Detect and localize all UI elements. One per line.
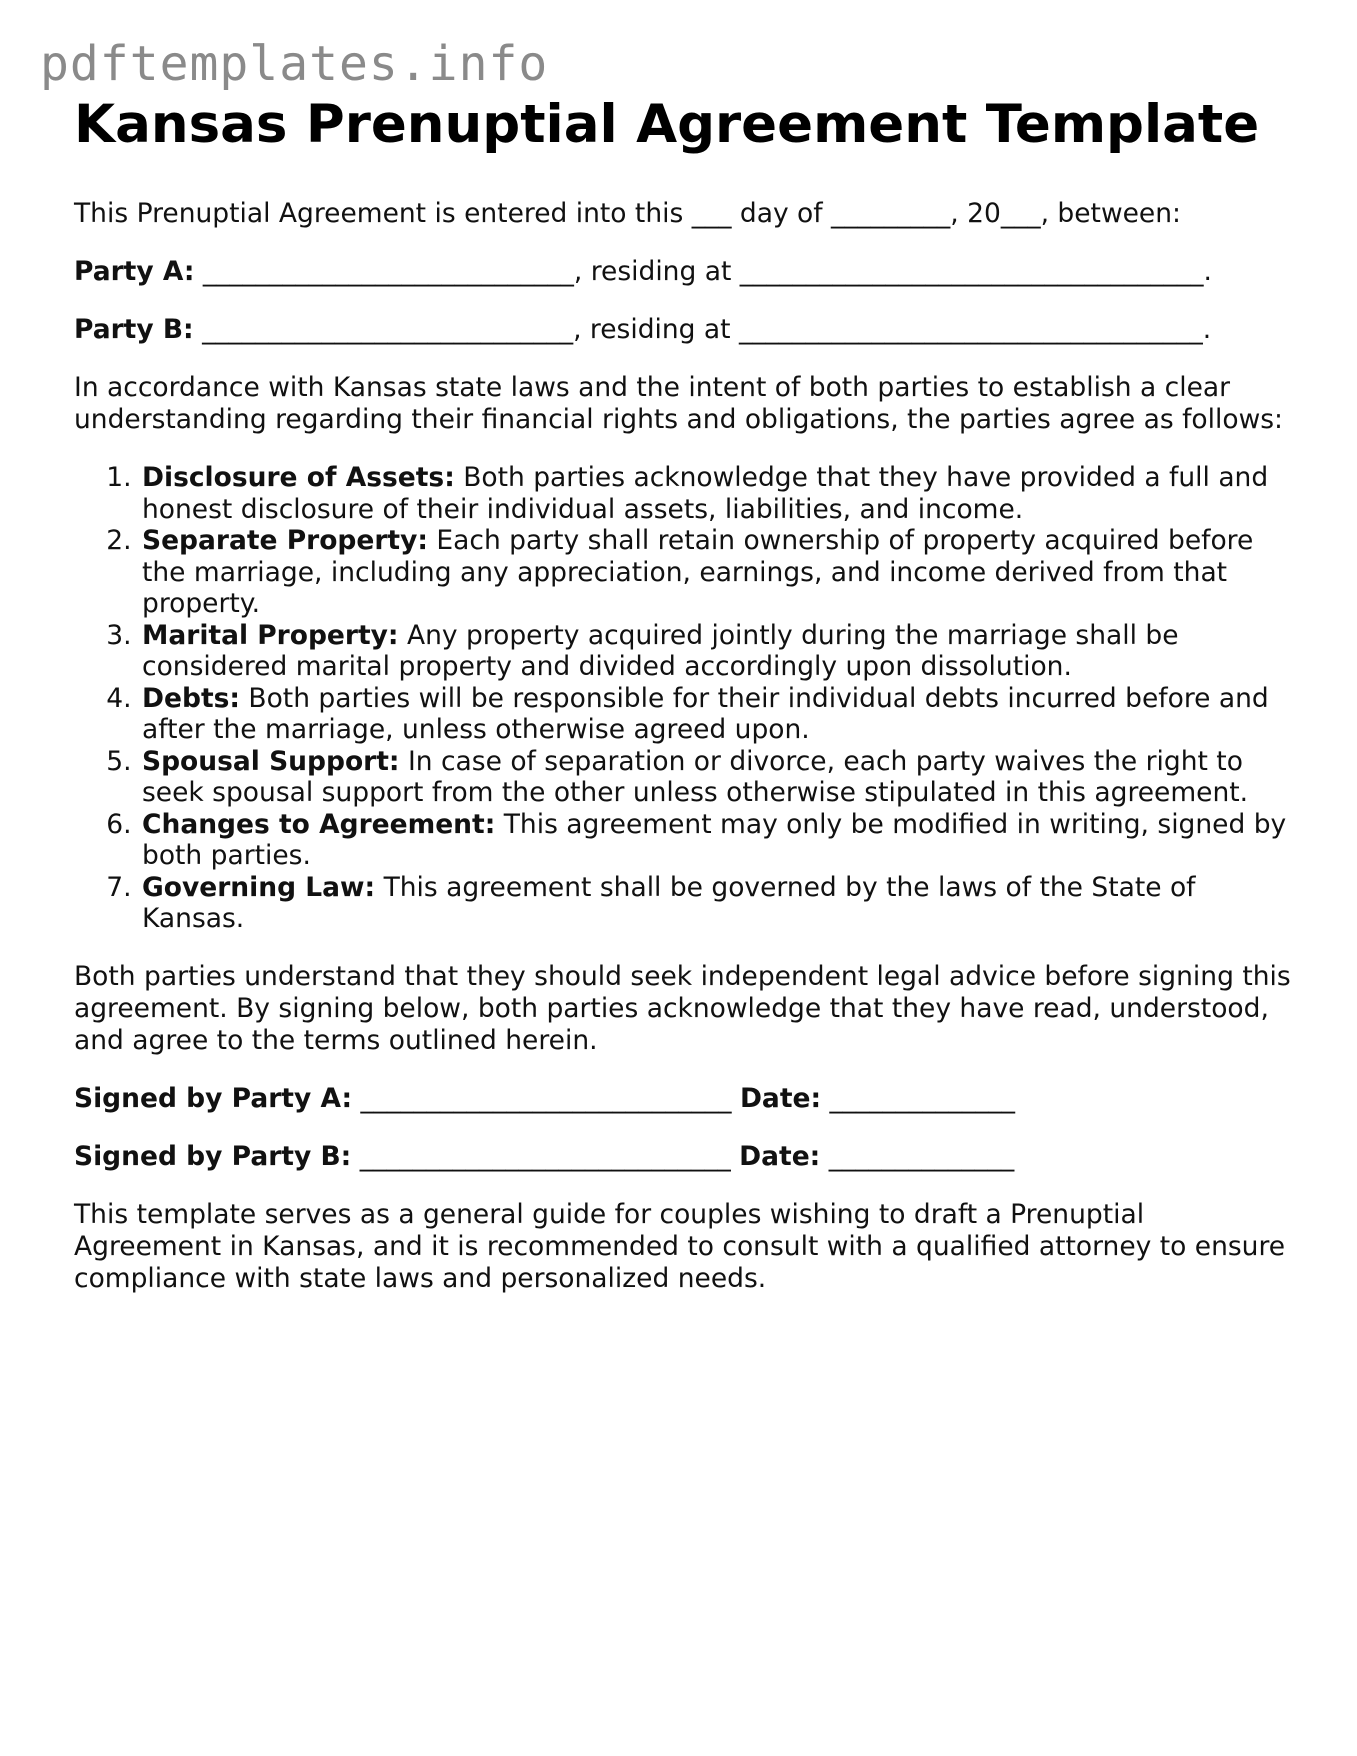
term-text: Both parties acknowledge that they have provided a full and honest disclosure of their individual assets, liabilities, and income. [142, 462, 1269, 525]
signature-a-blank: ____________________________ [352, 1082, 740, 1114]
signature-b-date-label: Date: [739, 1140, 821, 1172]
term-item [140, 746, 1294, 809]
signature-a-line [74, 1083, 1294, 1115]
signature-b-line [74, 1141, 1294, 1173]
watermark: pdftemplates.info [40, 36, 549, 92]
term-item [140, 683, 1294, 746]
term-text: Each party shall retain ownership of property acquired before the marriage, including any appreciation, earnings, and income derived from that property. [142, 525, 1254, 620]
signature-a-label: Signed by Party A: [74, 1082, 353, 1114]
document-title: Kansas Prenuptial Agreement Template [74, 94, 1260, 155]
term-heading: Debts: [142, 682, 240, 714]
preamble: In accordance with Kansas state laws and the intent of both parties to establish a clear understanding regarding their financial rights and obligations, the parties agree as follows: [74, 372, 1283, 436]
terms-list [74, 462, 1294, 935]
term-item [140, 872, 1294, 935]
term-text: This agreement may only be modified in writing, signed by both parties. [142, 808, 1287, 872]
term-heading: Governing Law: [142, 871, 376, 903]
term-heading: Separate Property: [142, 525, 428, 557]
acknowledgment: Both parties understand that they should seek independent legal advice before signing this agreement. By signing below, both parties acknowledge that they have read, understood, and agree to the terms outlined herein. [74, 960, 1291, 1056]
term-item [140, 620, 1294, 683]
document-page [74, 96, 1294, 1295]
party-a-line [74, 256, 1294, 288]
signature-b-date-blank: ______________ [820, 1140, 1015, 1172]
party-a-label: Party A: [74, 256, 195, 288]
signature-a-date-label: Date: [739, 1082, 822, 1114]
term-item [140, 525, 1294, 620]
term-item [140, 809, 1294, 872]
term-heading: Disclosure of Assets: [142, 462, 455, 494]
intro-line: This Prenuptial Agreement is entered into this ___ day of _________, 20___, between: [74, 198, 1181, 230]
footer-note: This template serves as a general guide for couples wishing to draft a Prenuptial Agreement in Kansas, and it is recommended to consult with a qualified attorney to ensure compliance with state laws and personalized needs. [74, 1198, 1286, 1294]
term-text: This agreement shall be governed by the laws of the State of Kansas. [142, 871, 1196, 935]
term-item [140, 462, 1294, 525]
party-b-line [74, 314, 1294, 346]
party-a-fill-line: ____________________________, residing at ___________________________________. [194, 256, 1212, 288]
signature-a-date-blank: ______________ [821, 1082, 1015, 1114]
term-text: Any property acquired jointly during the marriage shall be considered marital property and divided accordingly upon dissolution. [142, 619, 1179, 683]
term-heading: Spousal Support: [142, 745, 400, 777]
party-b-fill-line: ____________________________, residing at ___________________________________. [193, 314, 1212, 346]
party-b-label: Party B: [74, 314, 194, 346]
term-heading: Marital Property: [142, 619, 399, 651]
signature-b-blank: ____________________________ [351, 1140, 740, 1172]
term-text: Both parties will be responsible for their individual debts incurred before and after the marriage, unless otherwise agreed upon. [142, 682, 1269, 746]
term-text: In case of separation or divorce, each party waives the right to seek spousal support from the other unless otherwise stipulated in this agreement. [142, 745, 1249, 809]
term-heading: Changes to Agreement: [142, 808, 496, 840]
signature-b-label: Signed by Party B: [74, 1140, 352, 1172]
